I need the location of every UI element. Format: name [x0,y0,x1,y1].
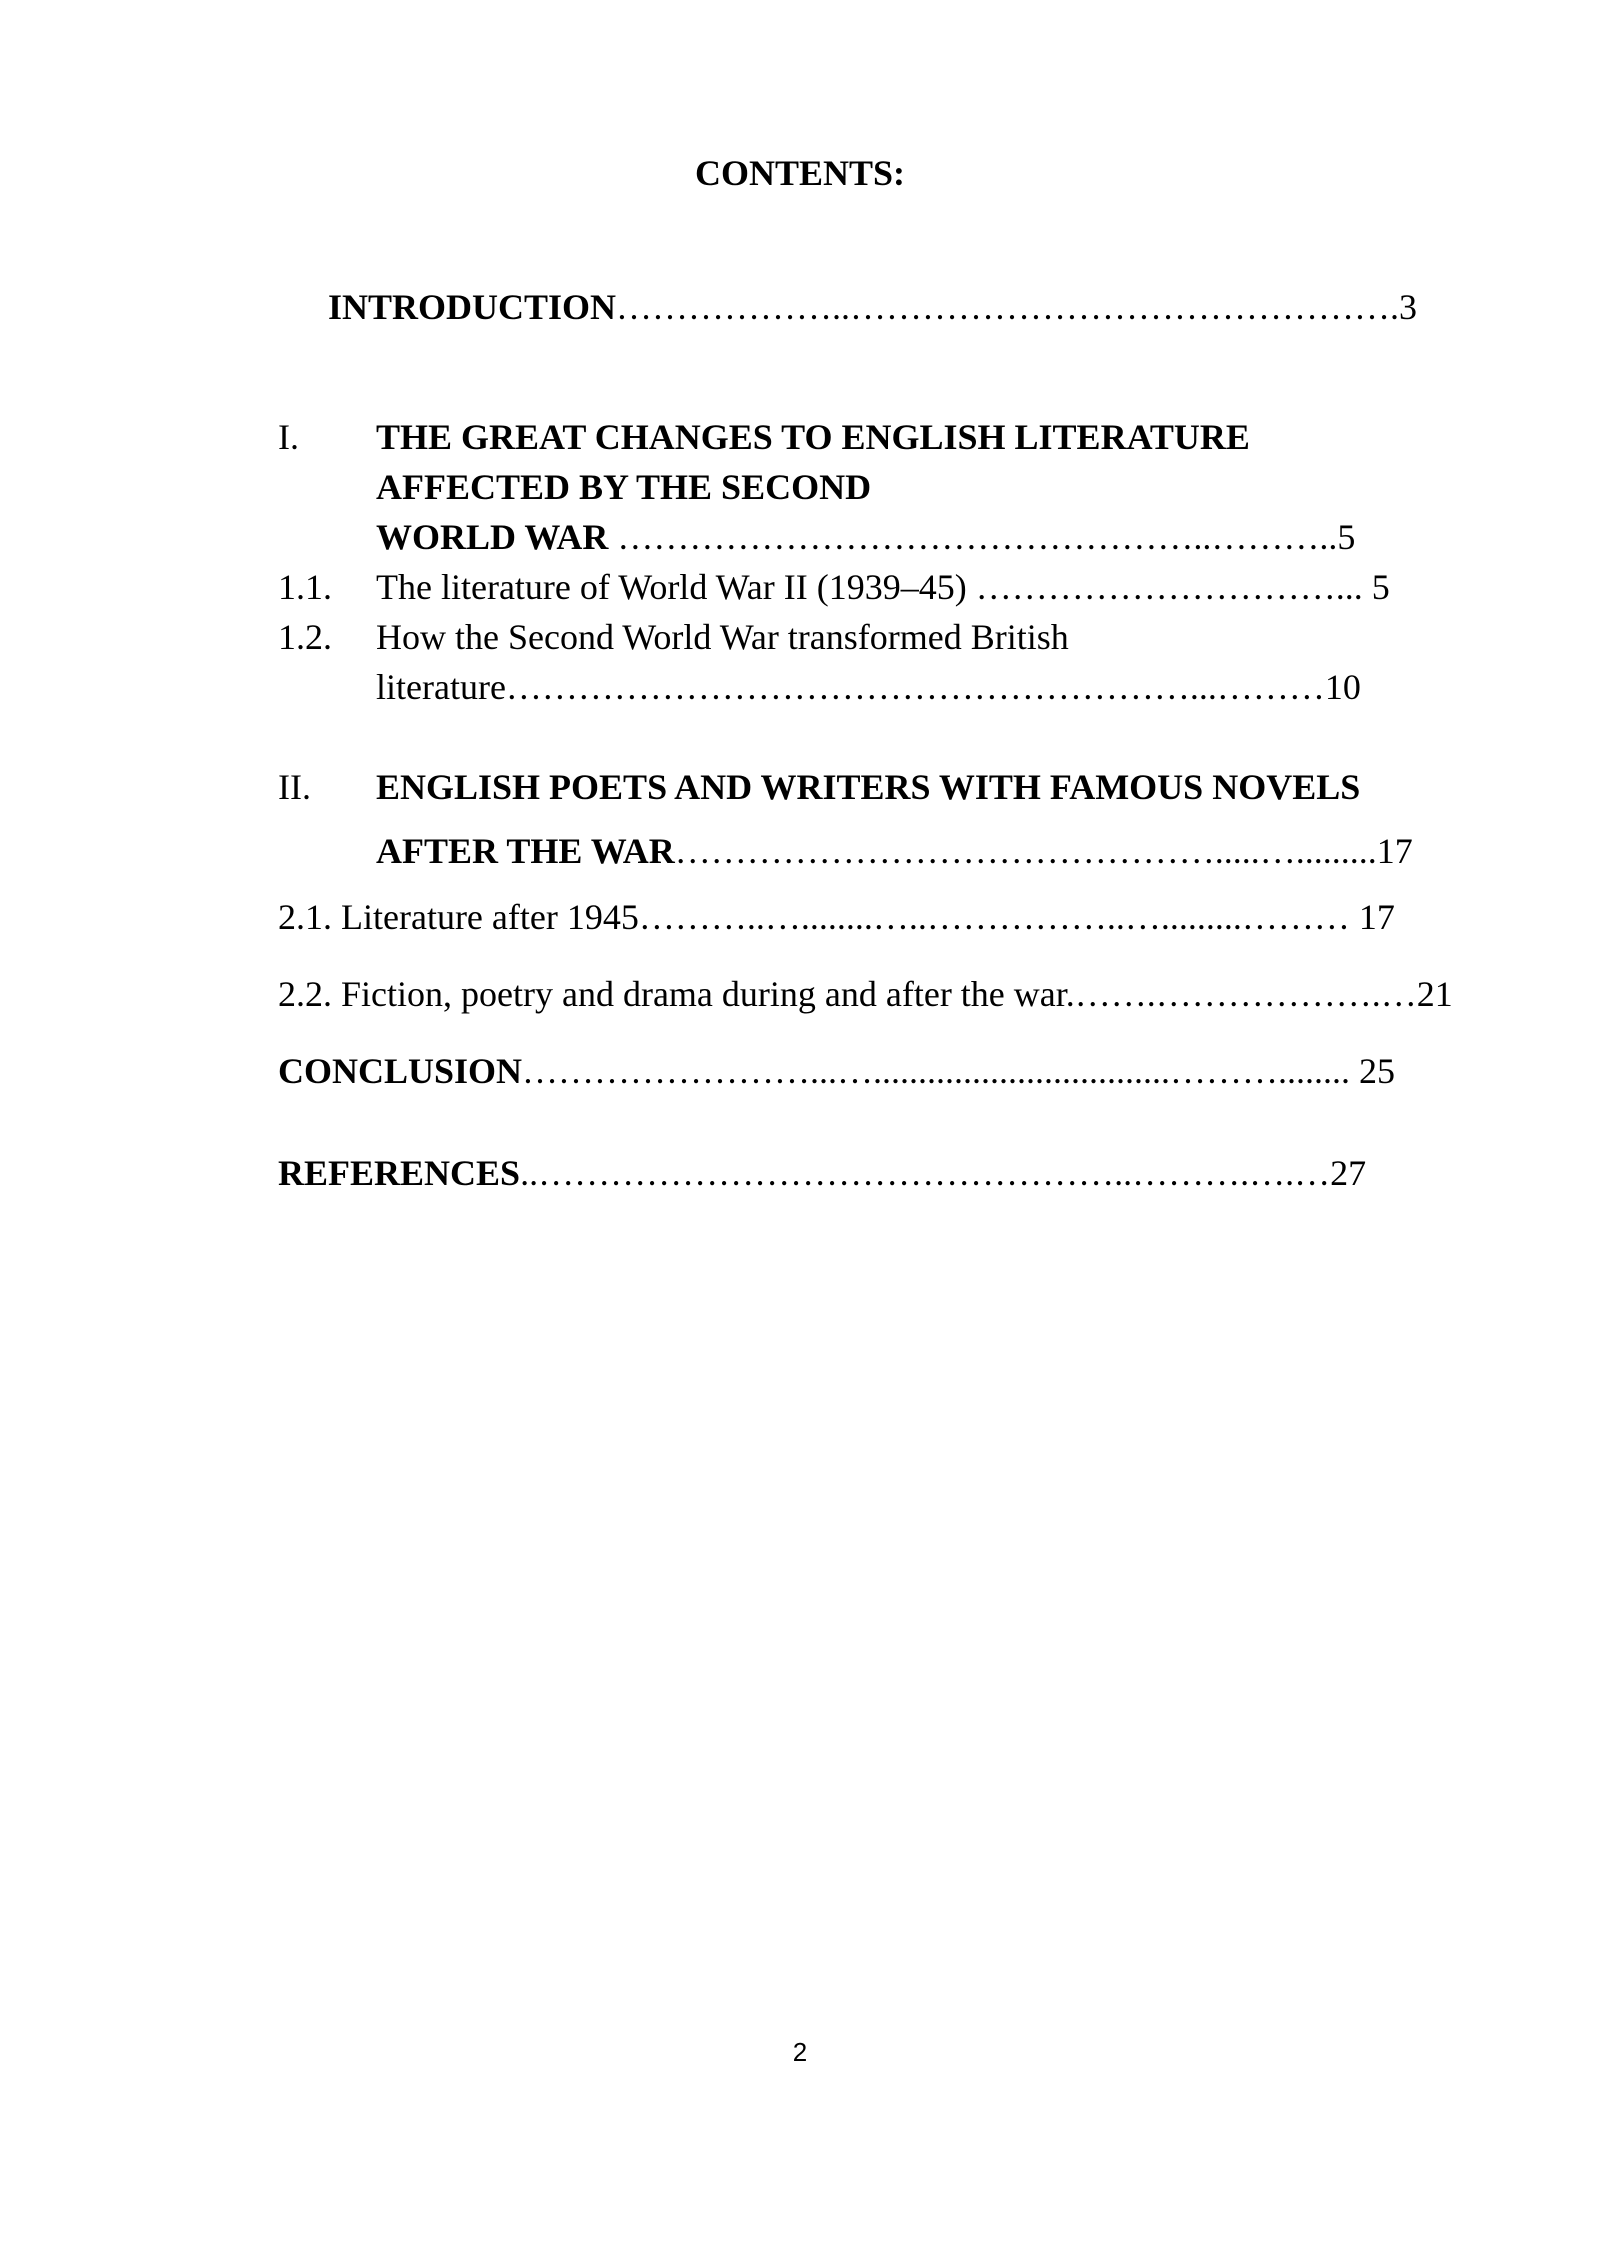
toc-entry-title: 2.2. Fiction, poetry and drama during and after the war. [278,974,1075,1014]
chapter-title-line: THE GREAT CHANGES TO ENGLISH LITERATURE [376,417,1250,457]
toc-page-number: 5 [1337,517,1356,557]
toc-page-number: 17 [1376,831,1413,871]
chapter-title-line: AFTER THE WAR [376,831,675,871]
toc-entry-title: REFERENCES [278,1153,521,1193]
toc-page-number: 21 [1416,974,1453,1014]
toc-entry-title: The literature of World War II (1939–45) [376,567,967,607]
toc-entry-title: INTRODUCTION [328,287,617,327]
page-number: 2 [792,2037,808,2067]
toc-entry-conclusion [278,1046,1395,1096]
toc-page-number: 17 [1349,897,1395,937]
toc-leader: ……………………...….................................………........ [522,1051,1351,1091]
toc-entry-title: CONCLUSION [278,1051,523,1091]
toc-entry-references [278,1148,1366,1198]
chapter-title-line: ENGLISH POETS AND WRITERS WITH FAMOUS NOVELS [376,767,1361,807]
toc-entry-chapter-1 [376,512,1355,562]
contents-heading: CONTENTS: [694,153,906,193]
toc-entry-title: How the Second World War transformed British [376,617,1069,657]
chapter-number: II. [278,767,311,807]
toc-leader: ……………………………………….....…......... [674,831,1377,871]
toc-page-number: 27 [1330,1153,1367,1193]
toc-entry-introduction [328,282,1417,332]
toc-page-number: 10 [1324,667,1361,707]
toc-page-number: 3 [1399,287,1418,327]
toc-entry-title: 2.1. Literature after 1945 [278,897,639,937]
toc-entry-title: literature [376,667,506,707]
chapter-number: I. [278,417,299,457]
section-number: 1.1. [278,567,332,607]
toc-leader: …………………………... [966,567,1363,607]
toc-leader: ………..…........…..……………..….........……… [638,897,1350,937]
chapter-title-line: WORLD WAR [376,517,609,557]
toc-entry-section-2-2 [278,969,1453,1019]
toc-entry-section-1-1 [376,562,1390,612]
toc-entry-section-2-1 [278,892,1395,942]
toc-leader: ………………..………………………………………. [616,287,1400,327]
toc-page-number: 5 [1362,567,1390,607]
toc-entry-chapter-2 [376,826,1413,876]
toc-entry-section-1-2 [376,662,1361,712]
chapter-title-line: AFFECTED BY THE SECOND [376,467,872,507]
toc-leader: …….……………….… [1074,974,1417,1014]
toc-leader: …………………………………………..……….. [608,517,1338,557]
section-number: 1.2. [278,617,332,657]
toc-leader: …………………………………………………...……… [505,667,1325,707]
toc-page-number: 25 [1350,1051,1396,1091]
toc-leader: ..…………………………………………..……….….… [520,1153,1331,1193]
